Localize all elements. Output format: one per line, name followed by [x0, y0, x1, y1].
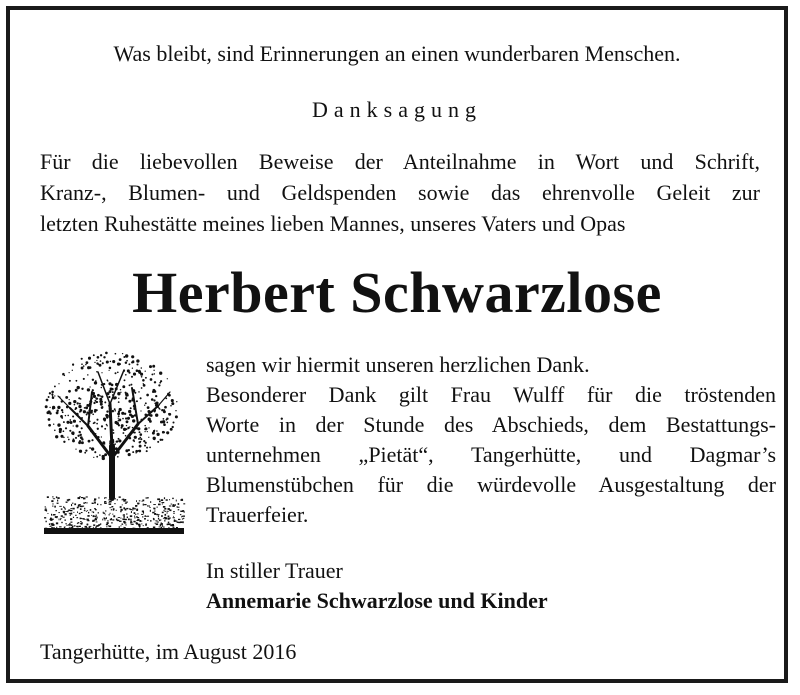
deceased-name: Herbert Schwarzlose	[132, 260, 662, 325]
tree-icon	[40, 348, 188, 536]
thanks-line: Worte in der Stunde des Abschieds, dem Bestattungs-	[206, 412, 776, 437]
thanks-line: sagen wir hiermit unseren herzlichen Dank.	[206, 352, 590, 377]
thanks-line: unternehmen „Pietät“, Tangerhütte, und Dagmar’s	[206, 442, 776, 467]
heading-danksagung: Danksagung	[312, 97, 482, 122]
place-and-date: Tangerhütte, im August 2016	[40, 639, 297, 664]
intro-line: Kranz-, Blumen- und Geldspenden sowie das ehrenvolle Geleit zur	[40, 180, 760, 205]
signoff: In stiller Trauer	[206, 558, 343, 583]
thanks-line: Trauerfeier.	[206, 502, 309, 527]
signer-names: Annemarie Schwarzlose und Kinder	[206, 588, 548, 613]
intro-line: letzten Ruhestätte meines lieben Mannes, unseres Vaters und Opas	[40, 211, 626, 236]
intro-paragraph	[40, 146, 760, 239]
intro-line: Für die liebevollen Beweise der Anteilnahme in Wort und Schrift,	[40, 149, 760, 174]
thanks-paragraph	[206, 350, 776, 530]
thanks-line: Blumenstübchen für die würdevolle Ausgestaltung der	[206, 472, 776, 497]
thanks-line: Besonderer Dank gilt Frau Wulff für die tröstenden	[206, 382, 776, 407]
notice-frame	[6, 6, 788, 683]
motto: Was bleibt, sind Erinnerungen an einen wunderbaren Menschen.	[113, 41, 681, 66]
